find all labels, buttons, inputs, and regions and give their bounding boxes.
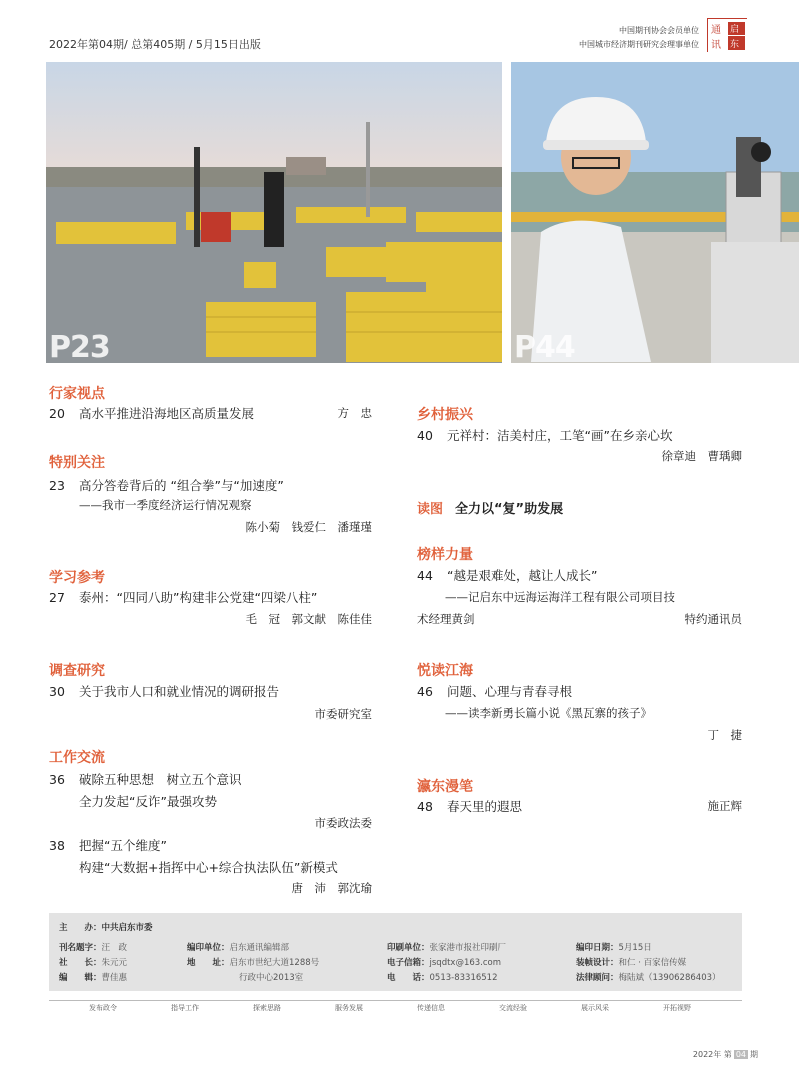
info-field: 法律顾问：梅陆斌（13906286403）	[576, 973, 721, 983]
slogan-item: 发布政令	[89, 1004, 117, 1012]
org-line-2: 中国城市经济期刊研究会理事单位	[579, 40, 699, 49]
page-footer: 2022年 第 04 期	[692, 1050, 758, 1059]
page-number: 20	[49, 406, 65, 421]
toc-entry[interactable]	[417, 682, 572, 700]
section-title: 乡村振兴	[417, 407, 473, 423]
toc-entry[interactable]	[49, 588, 317, 606]
article-author: 陈小菊 钱爱仁 潘瑾瑾	[245, 520, 372, 534]
info-field: 刊名题字：汪 政	[59, 943, 128, 953]
toc-entry[interactable]	[49, 682, 279, 700]
article-author: 毛 冠 郭文献 陈佳佳	[245, 612, 372, 626]
issue-number: 04	[735, 1050, 746, 1059]
article-author: 方 忠	[337, 406, 372, 420]
article-subtitle: ——记启东中远海运海洋工程有限公司项目技	[445, 590, 675, 604]
toc-entry[interactable]	[417, 426, 672, 444]
info-field: 编印日期：5月15日	[576, 943, 652, 953]
slogan-item: 探索思路	[253, 1004, 281, 1012]
toc-section	[417, 404, 473, 424]
toc-section	[417, 660, 473, 680]
page-number: 36	[49, 772, 65, 787]
article-author: 施正辉	[707, 799, 742, 813]
section-title: 特别关注	[49, 455, 105, 471]
article-title: 高水平推进沿海地区高质量发展	[79, 406, 255, 421]
section-title: 调查研究	[49, 663, 105, 679]
toc-entry[interactable]	[49, 836, 167, 854]
page-number: 38	[49, 838, 65, 853]
organization-lines	[579, 24, 699, 52]
page-number: 44	[417, 568, 433, 583]
article-author: 特约通讯员	[684, 612, 742, 626]
svg-text:启: 启	[730, 25, 740, 35]
article-subtitle: ——读李新勇长篇小说《黑瓦寨的孩子》	[445, 706, 652, 720]
info-field: 印刷单位：张家港市报社印刷厂	[387, 943, 507, 953]
page-number: 30	[49, 684, 65, 699]
article-title: 泰州：“四同八助”构建非公党建“四梁八柱”	[79, 590, 318, 605]
left-photo-label: P23	[49, 330, 110, 363]
org-line-1: 中国期刊协会会员单位	[619, 26, 699, 35]
toc-entry[interactable]	[417, 797, 522, 815]
article-title: 把握“五个维度”	[79, 838, 167, 853]
article-title: 元祥村：洁美村庄，工笔“画”在乡亲心坎	[447, 428, 673, 443]
article-title: “越是艰难处，越让人成长”	[447, 568, 598, 583]
article-title-line-2: 构建“大数据+指挥中心+综合执法队伍”新模式	[79, 860, 338, 875]
magazine-logo	[707, 18, 747, 52]
article-title-line-2: 全力发起“反诈”最强攻势	[79, 794, 217, 809]
toc-section	[417, 544, 473, 564]
right-photo-label: P44	[514, 330, 575, 363]
toc-section	[49, 452, 105, 472]
article-author: 市委政法委	[314, 816, 372, 830]
toc-section	[49, 747, 105, 767]
section-title: 行家视点	[49, 386, 105, 402]
toc-section	[49, 383, 105, 403]
article-title: 问题、心理与青春寻根	[447, 684, 573, 699]
toc-entry[interactable]	[49, 770, 242, 788]
slogan-item: 展示风采	[581, 1004, 609, 1012]
slogan-item: 传递信息	[417, 1004, 445, 1012]
article-author: 市委研究室	[314, 707, 372, 721]
toc-section	[49, 660, 105, 680]
host-line: 主 办：中共启东市委	[59, 923, 153, 933]
article-title: 全力以“复”助发展	[455, 502, 564, 517]
info-field: 行政中心2013室	[239, 973, 304, 983]
info-field: 电子信箱：jsqdtx@163.com	[387, 958, 502, 968]
info-field: 编 辑：曹佳惠	[59, 973, 128, 983]
article-subtitle: ——我市一季度经济运行情况观察	[79, 498, 252, 512]
section-title: 悦读江海	[417, 663, 473, 679]
svg-text:东: 东	[730, 40, 740, 50]
section-title: 工作交流	[49, 750, 105, 766]
article-author: 徐章迪 曹瑀卿	[661, 449, 742, 463]
slogan-item: 开拓视野	[663, 1004, 691, 1012]
toc-section	[49, 567, 105, 587]
info-field: 电 话：0513-83316512	[387, 973, 498, 983]
page-number: 48	[417, 799, 433, 814]
toc-entry[interactable]	[417, 566, 597, 584]
article-subtitle-line-2: 术经理黄剑	[417, 612, 475, 626]
info-field: 社 长：朱元元	[59, 958, 128, 968]
toc-entry[interactable]	[49, 476, 284, 494]
section-title: 榜样力量	[417, 547, 473, 563]
port-photo	[46, 62, 502, 363]
section-title: 瀛东漫笔	[417, 779, 473, 795]
engineer-photo	[511, 62, 799, 363]
toc-entry[interactable]	[49, 404, 254, 422]
svg-text:讯: 讯	[711, 40, 721, 51]
info-field: 装帧设计：和仁 · 百家信传媒	[576, 958, 687, 968]
photo-reading-entry[interactable]	[417, 498, 563, 517]
page-number: 40	[417, 428, 433, 443]
info-field: 地 址：启东市世纪大道1288号	[187, 958, 320, 968]
slogan-item: 指导工作	[171, 1004, 199, 1012]
page-number: 46	[417, 684, 433, 699]
masthead-info-box	[49, 913, 742, 991]
toc-section	[417, 776, 473, 796]
article-title: 关于我市人口和就业情况的调研报告	[79, 684, 280, 699]
section-title: 学习参考	[49, 570, 105, 586]
page-number: 27	[49, 590, 65, 605]
article-title: 春天里的遐思	[447, 799, 523, 814]
article-title: 破除五种思想 树立五个意识	[79, 772, 242, 787]
slogan-item: 交流经验	[499, 1004, 527, 1012]
article-title: 高分答卷背后的 “组合拳”与“加速度”	[79, 478, 284, 493]
article-author: 丁 捷	[707, 728, 742, 742]
issue-line: 2022年第04期/ 总第405期 / 5月15日出版	[49, 38, 261, 51]
slogan-strip	[49, 1000, 742, 1014]
svg-text:通: 通	[711, 25, 721, 36]
info-field: 编印单位：启东通讯编辑部	[187, 943, 290, 953]
page-number: 23	[49, 478, 65, 493]
article-author: 唐 沛 郭沈瑜	[291, 881, 372, 895]
section-title: 读图	[417, 502, 444, 517]
slogan-item: 服务发展	[335, 1004, 363, 1012]
